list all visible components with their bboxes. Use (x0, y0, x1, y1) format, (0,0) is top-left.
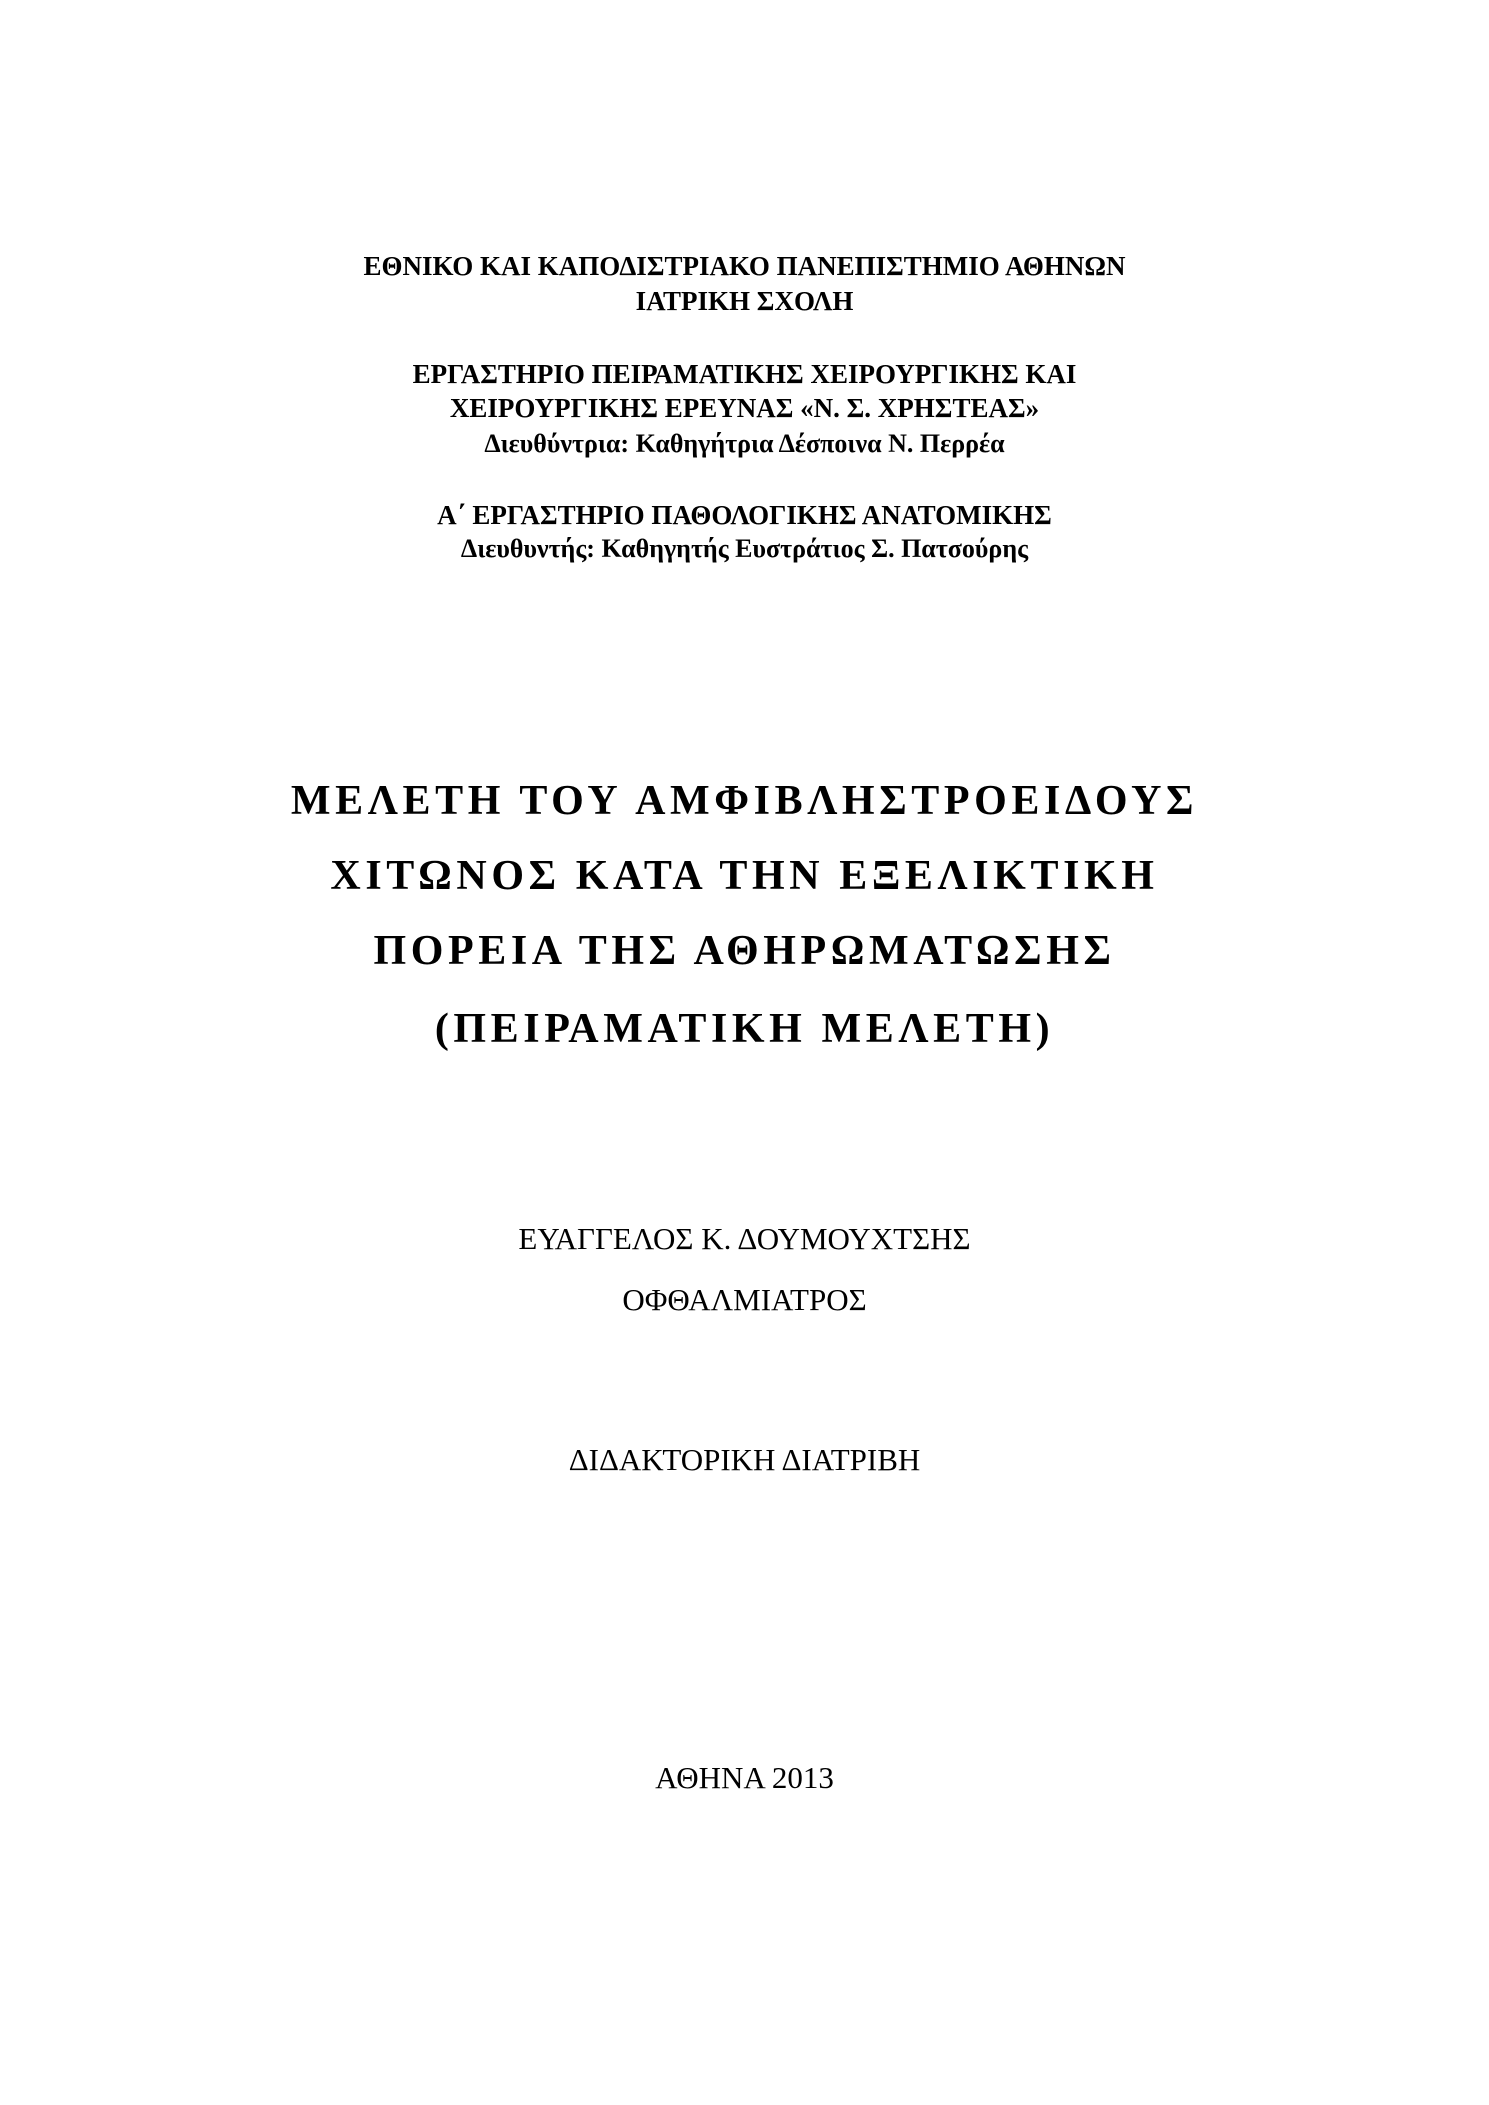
university-name: ΕΘΝΙΚΟ ΚΑΙ ΚΑΠΟΔΙΣΤΡΙΑΚΟ ΠΑΝΕΠΙΣΤΗΜΙΟ ΑΘΗΝΩΝ (363, 251, 1126, 281)
author-profession: ΟΦΘΑΛΜΙΑΤΡΟΣ (622, 1282, 867, 1317)
thesis-title-line1: ΜΕΛΕΤΗ ΤΟΥ ΑΜΦΙΒΛΗΣΤΡΟΕΙΔΟΥΣ (290, 778, 1199, 824)
lab1-name-line1: ΕΡΓΑΣΤΗΡΙΟ ΠΕΙΡΑΜΑΤΙΚΗΣ ΧΕΙΡΟΥΡΓΙΚΗΣ ΚΑΙ (412, 359, 1077, 389)
school-name: ΙΑΤΡΙΚΗ ΣΧΟΛΗ (635, 286, 854, 316)
place-year: ΑΘΗΝΑ 2013 (655, 1760, 834, 1795)
lab2-name: Α΄ ΕΡΓΑΣΤΗΡΙΟ ΠΑΘΟΛΟΓΙΚΗΣ ΑΝΑΤΟΜΙΚΗΣ (437, 500, 1052, 530)
author-name: ΕΥΑΓΓΕΛΟΣ Κ. ΔΟΥΜΟΥΧΤΣΗΣ (518, 1221, 971, 1256)
lab1-name-line2: ΧΕΙΡΟΥΡΓΙΚΗΣ ΕΡΕΥΝΑΣ «Ν. Σ. ΧΡΗΣΤΕΑΣ» (449, 393, 1040, 423)
document-type: ΔΙΔΑΚΤΟΡΙΚΗ ΔΙΑΤΡΙΒΗ (568, 1442, 921, 1477)
thesis-title-line3: ΠΟΡΕΙΑ ΤΗΣ ΑΘΗΡΩΜΑΤΩΣΗΣ (373, 928, 1116, 974)
thesis-title-line2: ΧΙΤΩΝΟΣ ΚΑΤΑ ΤΗΝ ΕΞΕΛΙΚΤΙΚΗ (330, 853, 1159, 899)
lab2-director: Διευθυντής: Καθηγητής Ευστράτιος Σ. Πατσούρης (460, 534, 1029, 563)
lab1-director: Διευθύντρια: Καθηγήτρια Δέσποινα Ν. Περρέα (484, 429, 1005, 458)
thesis-title-line4: (ΠΕΙΡΑΜΑΤΙΚΗ ΜΕΛΕΤΗ) (434, 1006, 1055, 1052)
